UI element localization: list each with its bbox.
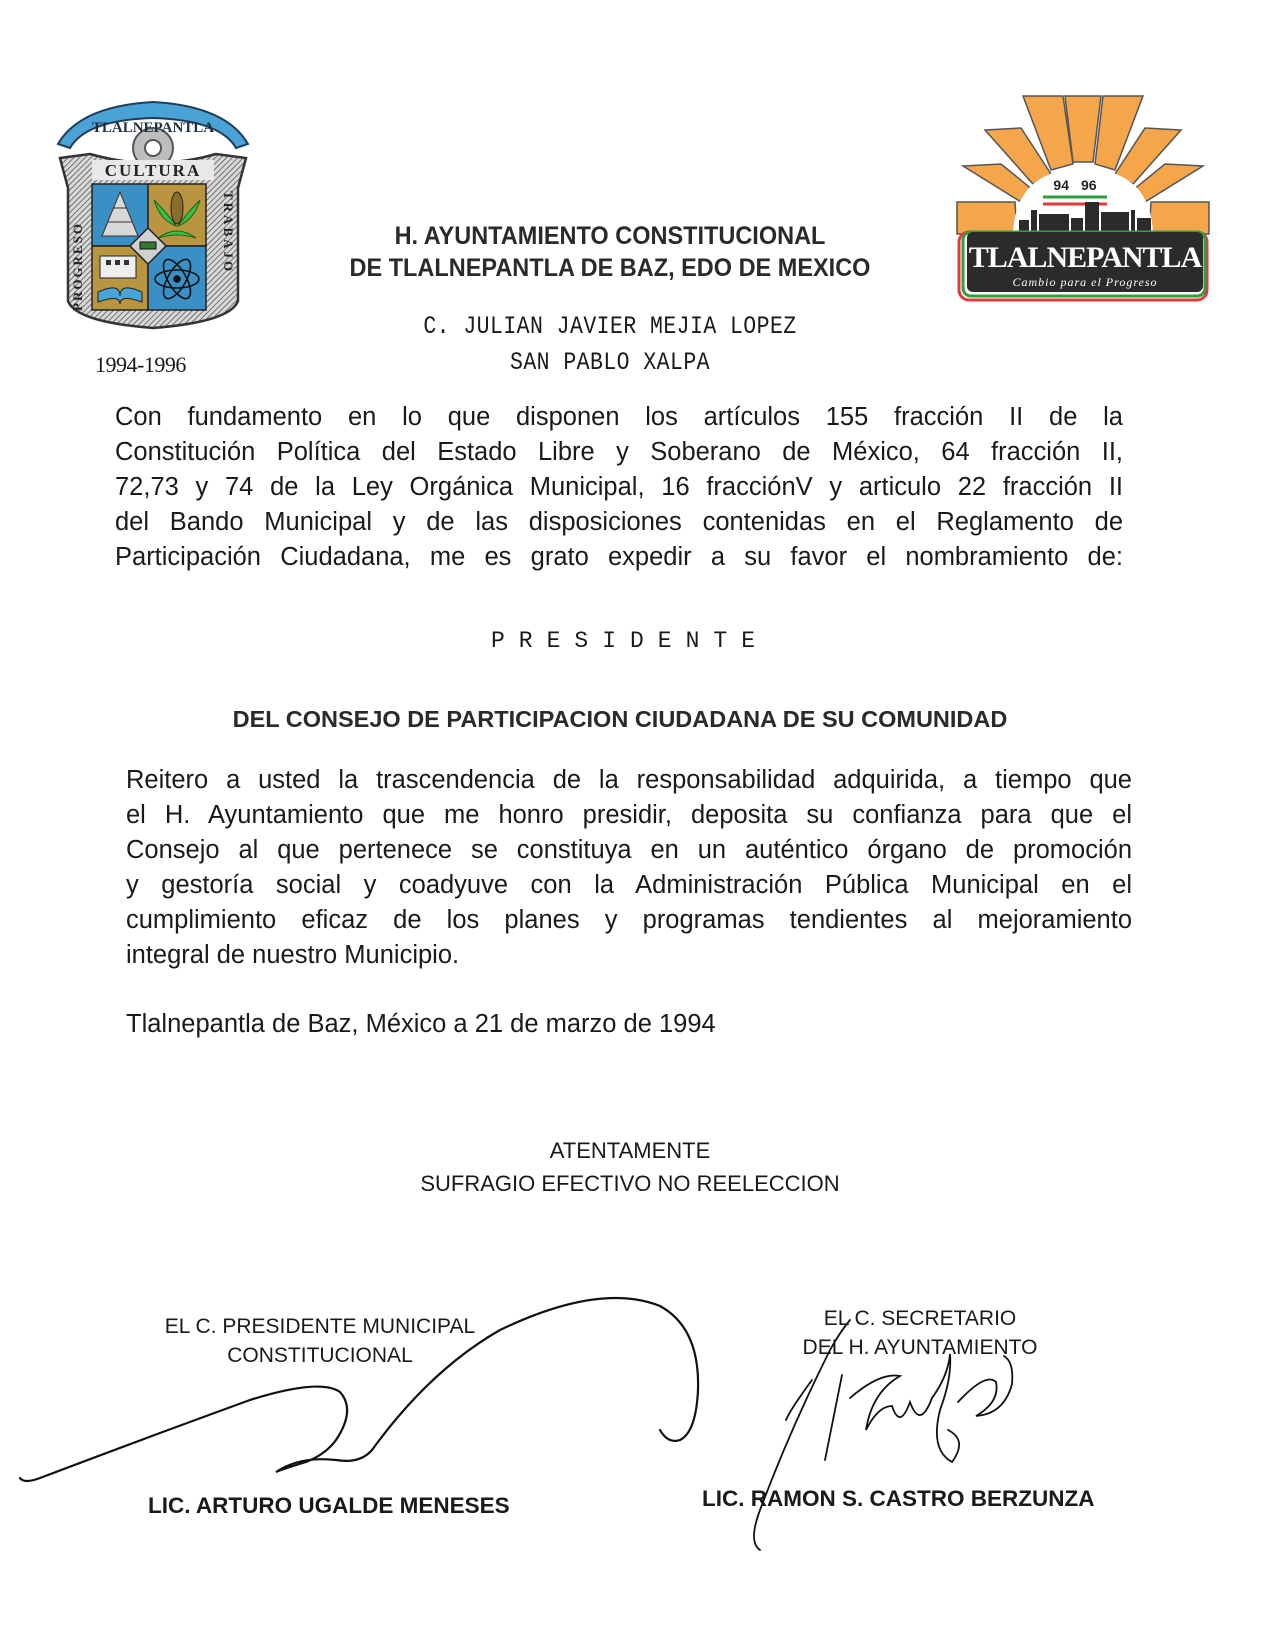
- header-title-line1: H. AYUNTAMIENTO CONSTITUCIONAL: [394, 222, 826, 250]
- secretary-title-block: [770, 1304, 1070, 1362]
- president-title-block: [120, 1312, 520, 1370]
- closing-block: [300, 1134, 960, 1200]
- paragraph-line: el H. Ayuntamiento que me honro presidir, deposita su confianza para que el: [126, 801, 1132, 829]
- addressee-name: C. JULIAN JAVIER MEJIA LOPEZ: [423, 312, 797, 341]
- tlalnepantla-logo: [955, 94, 1211, 304]
- president-title-line2: CONSTITUCIONAL: [227, 1344, 413, 1367]
- closing-line2: SUFRAGIO EFECTIVO NO REELECCION: [420, 1171, 840, 1196]
- logo-year-right: 96: [1081, 177, 1097, 193]
- coat-of-arms-emblem: [50, 96, 256, 342]
- paragraph-line: Con fundamento en lo que disponen los artículos 155 fracción II de la: [115, 403, 1123, 431]
- emblem-left-word: PROGRESO: [70, 222, 85, 311]
- addressee-place: SAN PABLO XALPA: [509, 348, 710, 377]
- header-title-line2: DE TLALNEPANTLA DE BAZ, EDO DE MEXICO: [349, 254, 871, 282]
- secretary-name: LIC. RAMON S. CASTRO BERZUNZA: [702, 1486, 1095, 1511]
- council-title: DEL CONSEJO DE PARTICIPACION CIUDADANA DE SU COMUNIDAD: [232, 706, 1008, 732]
- president-title-line1: EL C. PRESIDENTE MUNICIPAL: [164, 1315, 476, 1338]
- paragraph-line: Reitero a usted la trascendencia de la responsabilidad adquirida, a tiempo que: [126, 766, 1132, 794]
- paragraph-line: Constitución Política del Estado Libre y Soberano de México, 64 fracción II,: [115, 438, 1123, 466]
- closing-line1: ATENTAMENTE: [549, 1138, 711, 1163]
- emblem-years: 1994-1996: [95, 352, 186, 377]
- emblem-right-word: TRABAJO: [221, 191, 236, 275]
- paragraph-legal-basis: [115, 400, 1123, 575]
- appointment-title: PRESIDENTE: [490, 628, 770, 654]
- paragraph-line: Participación Ciudadana, me es grato expedir a su favor el nombramiento de:: [115, 543, 1123, 571]
- date-line: Tlalnepantla de Baz, México a 21 de marzo de 1994: [126, 1010, 716, 1038]
- logo-slogan: Cambio para el Progreso: [1012, 275, 1158, 289]
- secretary-title-line2: DEL H. AYUNTAMIENTO: [802, 1336, 1038, 1359]
- paragraph-line: 72,73 y 74 de la Ley Orgánica Municipal, 16 fracciónV y articulo 22 fracción II: [115, 473, 1123, 501]
- secretary-title-line1: EL C. SECRETARIO: [823, 1307, 1017, 1330]
- emblem-ribbon-text: TLALNEPANTLA: [91, 120, 215, 136]
- paragraph-responsibility: [126, 763, 1132, 973]
- paragraph-line: cumplimiento eficaz de los planes y programas tendientes al mejoramiento: [126, 906, 1132, 934]
- president-name: LIC. ARTURO UGALDE MENESES: [148, 1493, 510, 1518]
- paragraph-line: y gestoría social y coadyuve con la Administración Pública Municipal en el: [126, 871, 1132, 899]
- paragraph-line: Consejo al que pertenece se constituya en un auténtico órgano de promoción: [126, 836, 1132, 864]
- paragraph-line: del Bando Municipal y de las disposiciones contenidas en el Reglamento de: [115, 508, 1123, 536]
- paragraph-line: integral de nuestro Municipio.: [126, 941, 460, 969]
- logo-name: TLALNEPANTLA: [968, 241, 1202, 274]
- emblem-top-word: CULTURA: [104, 161, 202, 180]
- logo-year-left: 94: [1053, 177, 1069, 193]
